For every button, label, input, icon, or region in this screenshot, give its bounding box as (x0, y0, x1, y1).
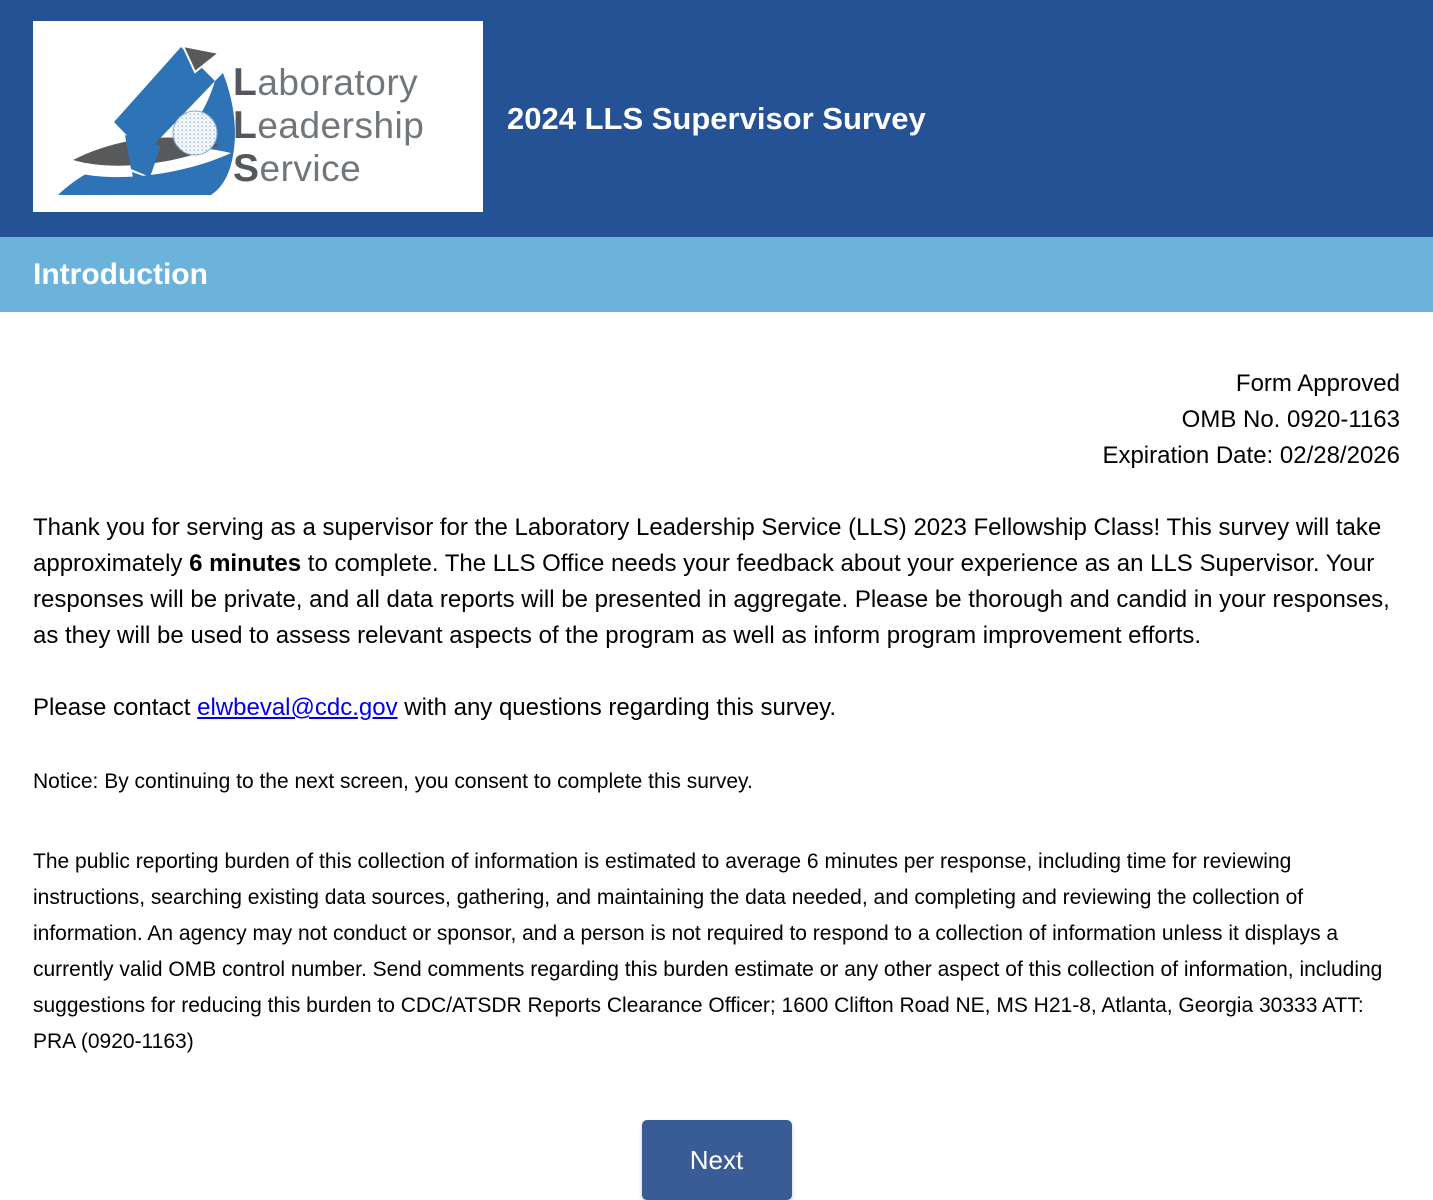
omb-approval-block (33, 366, 1400, 474)
section-bar (0, 237, 1433, 312)
form-approved-line: Form Approved (1235, 370, 1400, 397)
lls-logo-wordmark (233, 61, 424, 190)
survey-content (0, 366, 1433, 1200)
logo-line-leadership: Leadership (233, 104, 425, 147)
omb-number-line: OMB No. 0920-1163 (1181, 406, 1400, 433)
logo-line-service: Service (233, 147, 362, 190)
consent-notice: Notice: By continuing to the next screen, you consent to complete this survey. (33, 770, 753, 793)
next-button[interactable]: Next (642, 1120, 792, 1200)
survey-title: 2024 LLS Supervisor Survey (507, 100, 926, 136)
intro-paragraph: Thank you for serving as a supervisor for the Laboratory Leadership Service (LLS) 2023 Fellowship Class! This survey will take approximately 6 minutes to complete. The LLS Office needs your feedback about your experience as an LLS Supervisor. Your responses will be private, and all data reports will be presented in aggregate. Please be thorough and candid in your responses, as they will be used to assess relevant aspects of the program as well as inform program improvement efforts. (33, 514, 1390, 649)
section-title: Introduction (33, 257, 208, 291)
contact-paragraph: Please contact elwbeval@cdc.gov with any questions regarding this survey. (33, 694, 837, 721)
burden-statement: The public reporting burden of this collection of information is estimated to average 6 minutes per response, including time for reviewing instructions, searching existing data sources, gathering, and maintaining the data needed, and completing and reviewing the collection of information. An agency may not conduct or sponsor, and a person is not required to respond to a collection of information unless it displays a currently valid OMB control number. Send comments regarding this burden estimate or any other aspect of this collection of information, including suggestions for reducing this burden to CDC/ATSDR Reports Clearance Officer; 1600 Clifton Road NE, MS H21-8, Atlanta, Georgia 30333 ATT: PRA (0920-1163) (33, 850, 1383, 1053)
contact-email-link[interactable]: elwbeval@cdc.gov (197, 694, 398, 721)
lls-logo (33, 21, 483, 212)
duration-bold: 6 minutes (189, 550, 302, 577)
expiration-date-line: Expiration Date: 02/28/2026 (1102, 442, 1400, 469)
survey-header (0, 0, 1433, 237)
button-row (33, 1120, 1400, 1200)
logo-line-laboratory: Laboratory (233, 61, 419, 104)
